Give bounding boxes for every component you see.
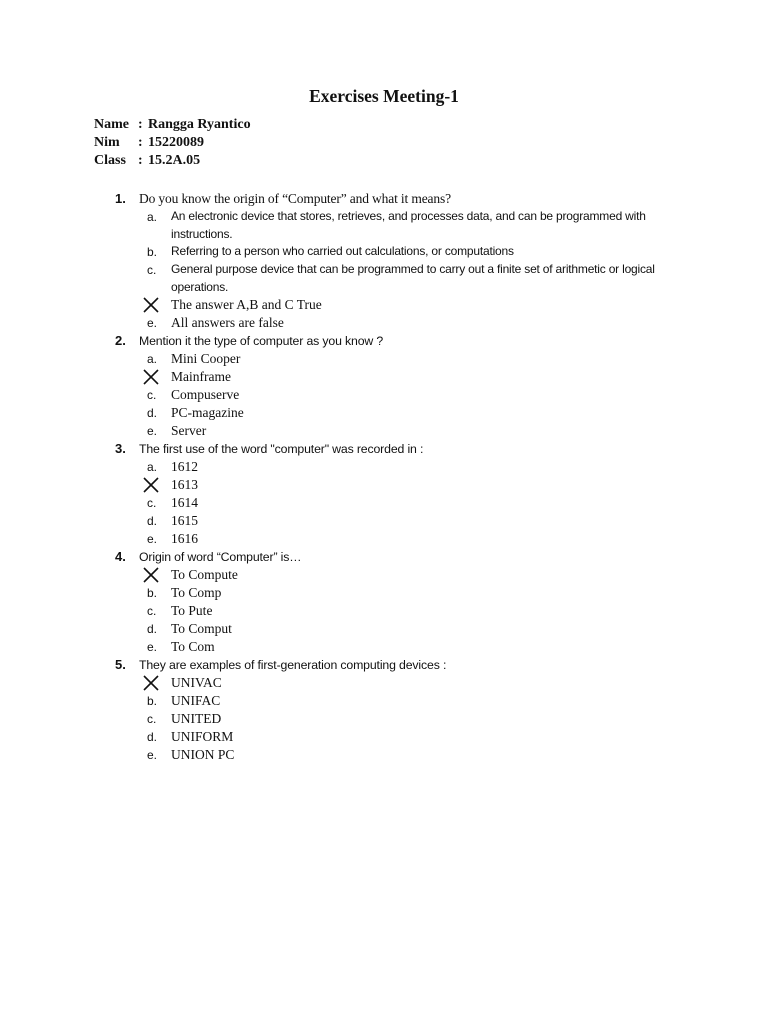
option-e <box>0 530 768 548</box>
question-text: Do you know the origin of “Computer” and what it means? <box>139 191 451 206</box>
option-letter: e. <box>147 316 158 330</box>
option-e <box>0 314 768 332</box>
question-text: The first use of the word "computer" was recorded in : <box>139 442 424 456</box>
question-number: 3. <box>115 441 126 456</box>
option-a <box>0 458 768 476</box>
option-text: All answers are false <box>171 315 284 330</box>
option-c <box>0 602 768 620</box>
answer-cross-mark-icon <box>142 567 160 583</box>
option-list <box>0 566 768 656</box>
option-text: UNITED <box>171 711 222 726</box>
option-a <box>0 566 768 584</box>
option-c <box>0 494 768 512</box>
option-letter: c. <box>147 604 157 618</box>
option-text: 1616 <box>171 531 198 546</box>
option-letter: e. <box>147 424 158 438</box>
option-text: To Comput <box>171 621 232 636</box>
option-text: UNIFORM <box>171 729 234 744</box>
option-letter: a. <box>147 352 158 366</box>
option-letter: b. <box>147 694 158 708</box>
name-label: Name <box>94 117 129 132</box>
option-text: Compuserve <box>171 387 240 402</box>
class-label: Class <box>94 153 126 168</box>
option-e <box>0 746 768 764</box>
question-text: They are examples of first-generation computing devices : <box>139 658 447 672</box>
option-text: To Com <box>171 639 215 654</box>
question-list <box>0 190 768 764</box>
option-text: Server <box>171 423 207 438</box>
question-1 <box>0 190 768 332</box>
option-letter: e. <box>147 748 158 762</box>
option-text: PC-magazine <box>171 405 244 420</box>
option-d <box>0 404 768 422</box>
option-letter: e. <box>147 532 158 546</box>
answer-cross-mark-icon <box>142 675 160 691</box>
option-b <box>0 584 768 602</box>
page-title: Exercises Meeting-1 <box>309 86 459 106</box>
option-letter: b. <box>147 586 158 600</box>
option-c <box>0 710 768 728</box>
option-e <box>0 638 768 656</box>
option-text: Mini Cooper <box>171 351 241 366</box>
name-row <box>94 116 251 134</box>
option-b <box>0 368 768 386</box>
option-text: To Pute <box>171 603 213 618</box>
nim-separator: : <box>138 135 143 150</box>
option-text: UNION PC <box>171 747 235 762</box>
option-text: Mainframe <box>171 369 231 384</box>
question-4 <box>0 548 768 656</box>
option-text: To Comp <box>171 585 222 600</box>
question-number: 4. <box>115 549 126 564</box>
option-letter: a. <box>147 210 158 224</box>
option-text: 1612 <box>171 459 198 474</box>
option-b <box>0 692 768 710</box>
class-value: 15.2A.05 <box>148 153 201 168</box>
option-letter: c. <box>147 388 157 402</box>
option-letter: a. <box>147 460 158 474</box>
answer-cross-mark-icon <box>142 297 160 313</box>
question-text: Mention it the type of computer as you know ? <box>139 334 384 348</box>
option-letter: c. <box>147 712 157 726</box>
option-list <box>0 458 768 548</box>
option-d <box>0 620 768 638</box>
answer-cross-mark-icon <box>142 477 160 493</box>
option-text: 1613 <box>171 477 198 492</box>
option-text: UNIVAC <box>171 675 222 690</box>
option-text: An electronic device that stores, retrieves, and processes data, and can be programmed with instructions. <box>171 209 646 241</box>
answer-cross-mark-icon <box>142 369 160 385</box>
question-number: 2. <box>115 333 126 348</box>
option-d <box>0 296 768 314</box>
question-2 <box>0 332 768 440</box>
student-info <box>94 116 251 170</box>
option-letter: d. <box>147 514 158 528</box>
option-a <box>0 674 768 692</box>
option-a <box>0 208 768 243</box>
name-value: Rangga Ryantico <box>148 117 251 132</box>
option-b <box>0 243 768 261</box>
option-text: Referring to a person who carried out calculations, or computations <box>171 244 514 258</box>
option-d <box>0 728 768 746</box>
option-text: UNIFAC <box>171 693 221 708</box>
option-text: 1614 <box>171 495 198 510</box>
option-letter: d. <box>147 406 158 420</box>
question-3 <box>0 440 768 548</box>
option-c <box>0 386 768 404</box>
option-text: 1615 <box>171 513 198 528</box>
option-text: General purpose device that can be programmed to carry out a finite set of arithmetic or logical operations. <box>171 262 655 294</box>
option-c <box>0 261 768 296</box>
option-letter: c. <box>147 496 157 510</box>
option-letter: d. <box>147 622 158 636</box>
option-a <box>0 350 768 368</box>
nim-row <box>94 134 251 152</box>
option-d <box>0 512 768 530</box>
option-text: The answer A,B and C True <box>171 297 322 312</box>
option-e <box>0 422 768 440</box>
question-5 <box>0 656 768 764</box>
option-letter: c. <box>147 263 157 277</box>
option-letter: b. <box>147 245 158 259</box>
question-number: 1. <box>115 191 126 206</box>
question-text: Origin of word “Computer” is… <box>139 550 302 564</box>
class-separator: : <box>138 153 143 168</box>
option-b <box>0 476 768 494</box>
class-row <box>94 152 251 170</box>
nim-value: 15220089 <box>148 135 204 150</box>
option-list <box>0 350 768 440</box>
option-text: To Compute <box>171 567 238 582</box>
option-letter: d. <box>147 730 158 744</box>
question-number: 5. <box>115 657 126 672</box>
option-list <box>0 208 768 332</box>
nim-label: Nim <box>94 135 120 150</box>
option-list <box>0 674 768 764</box>
name-separator: : <box>138 117 143 132</box>
option-letter: e. <box>147 640 158 654</box>
